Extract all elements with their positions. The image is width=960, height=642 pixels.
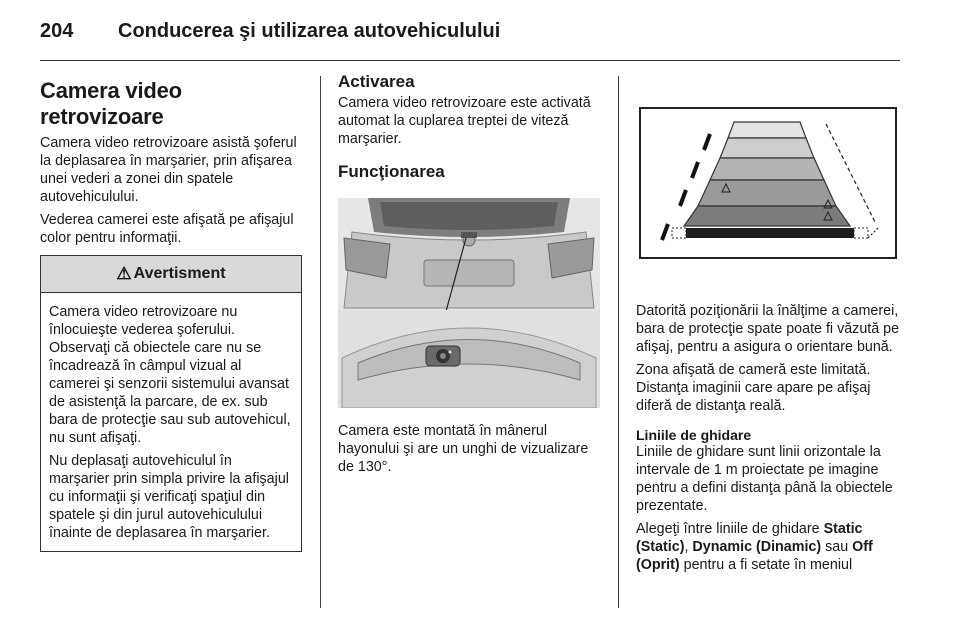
column-divider-1	[320, 76, 321, 608]
activation-text: Camera video retrovizoare este activată automat la cuplarea treptei de viteză marşarier.	[338, 95, 591, 147]
guide-lines-text: Liniile de ghidare sunt linii orizontale la intervale de 1 m proiectate pe imagine pentru a defini distanţa până la obiectele prezentate.	[636, 444, 893, 514]
camera-view-illustration	[636, 74, 900, 284]
camera-view-image	[636, 74, 900, 284]
chapter-title: Conducerea şi utilizarea autovehiculului	[118, 20, 501, 42]
limit-paragraph: Zona afişată de cameră este limitată. Distanţa imaginii care apare pe afişaj diferă de distanţa reală.	[636, 362, 871, 414]
warning-paragraph-1: Camera video retrovizoare nu înlocuieşte vederea şoferului. Observaţi că obiectele care nu se încadrează în câmpul vizual al camerei şi senzorii sistemului avansat de asistenţă la parcare, de ex. sub bara de protecţie sau sub autovehicul, nu sunt afişaţi.	[49, 304, 291, 446]
car-rear-image	[338, 198, 600, 408]
option-static: Static (Static)	[636, 521, 863, 555]
warning-body	[41, 293, 301, 551]
column-left	[40, 72, 310, 552]
warning-box	[40, 255, 302, 552]
intro-paragraph-1: Camera video retrovizoare asistă şoferul la deplasarea în marşarier, prin afişarea unei vederi a zonei din spatele autovehiculului.	[40, 135, 297, 205]
header-divider	[40, 60, 900, 61]
options-prefix: Alegeţi între liniile de ghidare	[636, 521, 824, 537]
intro-paragraph-2: Vederea camerei este afişată pe afişajul color pentru informaţii.	[40, 212, 294, 246]
car-rear-illustration	[338, 198, 600, 408]
options-separator-2: sau	[821, 539, 853, 555]
column-divider-2	[618, 76, 619, 608]
section-title: Camera video retrovizoare	[40, 78, 182, 129]
warning-heading: Avertisment	[133, 265, 226, 282]
position-paragraph: Datorită poziţionării la înălţime a camerei, bara de protecţie spate poate fi văzută pe afişaj, pentru a asigura o orientare bună.	[636, 303, 900, 355]
activation-heading: Activarea	[338, 72, 415, 91]
options-separator-1: ,	[684, 539, 693, 555]
guide-options-paragraph	[636, 520, 908, 574]
column-middle	[338, 72, 604, 481]
options-suffix: pentru a fi setate în meniul	[679, 557, 853, 573]
column-right	[636, 72, 908, 579]
page-number: 204	[40, 20, 74, 42]
warning-triangle-icon: ⚠	[116, 264, 132, 283]
guide-lines-heading: Liniile de ghidare	[636, 427, 752, 443]
page-header	[40, 12, 900, 58]
warning-paragraph-2: Nu deplasaţi autovehiculul în marşarier prin simpla privire la afişajul cu informaţii şi verificaţi spaţiul din spatele şi din jurul autovehiculului înainte de deplasarea în marşarier.	[49, 453, 289, 541]
option-off: Off (Oprit)	[636, 539, 873, 573]
camera-caption: Camera este montată în mânerul hayonului şi are un unghi de vizualizare de 130°.	[338, 423, 589, 475]
option-dynamic: Dynamic (Dinamic)	[692, 539, 822, 555]
function-heading: Funcţionarea	[338, 162, 445, 181]
warning-header	[41, 256, 301, 293]
